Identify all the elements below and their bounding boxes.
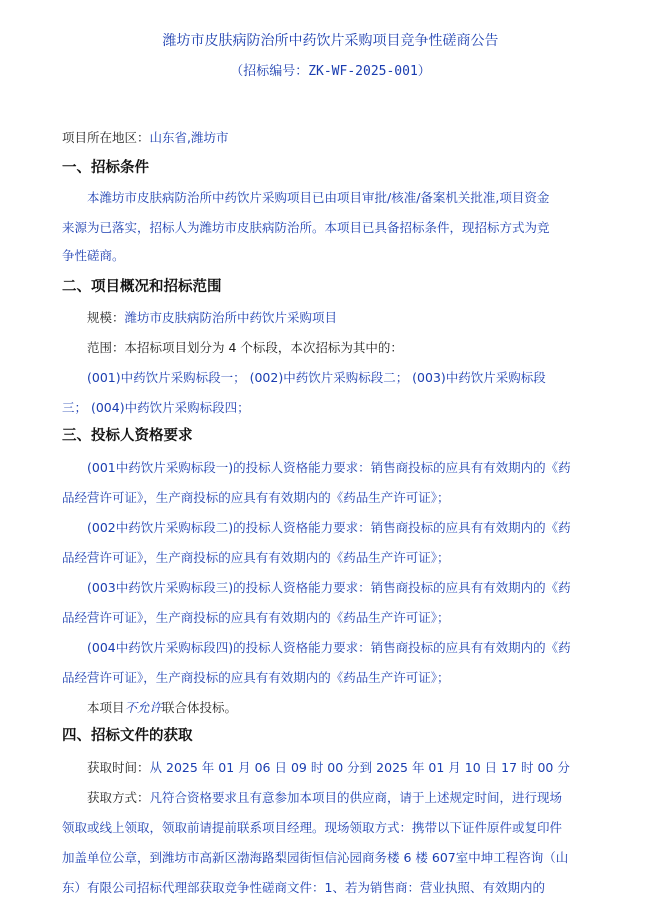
qualification-line: 品经营许可证》，生产商投标的应具有有效期内的《药品生产许可证》； [62,490,450,505]
location-value: 山东省,潍坊市 [149,130,229,145]
project-location [62,130,599,146]
qualification-line: 品经营许可证》，生产商投标的应具有有效期内的《药品生产许可证》； [62,550,450,565]
way-text: 凡符合资格要求且有意参加本项目的供应商，请于上述规定时间，进行现场 [149,790,563,805]
section-1-heading: 一、招标条件 [62,160,149,176]
qualification-line: (003中药饮片采购标段三)的投标人资格能力要求：销售商投标的应具有有效期内的《药 [87,580,571,595]
section-2-heading: 二、项目概况和招标范围 [62,279,222,295]
consortium-post: 联合体投标。 [162,700,238,715]
lots-line: 三； (004)中药饮片采购标段四； [62,400,250,415]
consortium-line [62,700,599,716]
time-label: 获取时间： [87,760,150,775]
consortium-not-allowed: 不允许 [124,700,163,715]
scale-line [62,310,599,326]
qualification-line: (002中药饮片采购标段二)的投标人资格能力要求：销售商投标的应具有有效期内的《药 [87,520,571,535]
s1-paragraph-line: 争性磋商。 [62,248,125,263]
range-line: 范围：本招标项目划分为 4 个标段，本次招标为其中的： [87,340,403,355]
way-line: 领取或线上领取，领取前请提前联系项目经理。现场领取方式：携带以下证件原件或复印件 [62,820,563,835]
lots-line: (001)中药饮片采购标段一； (002)中药饮片采购标段二； (003)中药饮片采购标段 [87,370,546,385]
way-line [62,790,599,806]
way-label: 获取方式： [87,790,150,805]
qualification-line: 品经营许可证》，生产商投标的应具有有效期内的《药品生产许可证》； [62,670,450,685]
consortium-pre: 本项目 [87,700,125,715]
section-4-heading: 四、招标文件的获取 [62,728,193,744]
s1-paragraph-line: 来源为已落实，招标人为潍坊市皮肤病防治所。本项目已具备招标条件，现招标方式为竞 [62,220,550,235]
qualification-line: (004中药饮片采购标段四)的投标人资格能力要求：销售商投标的应具有有效期内的《药 [87,640,571,655]
qualification-line: 品经营许可证》，生产商投标的应具有有效期内的《药品生产许可证》； [62,610,450,625]
way-line: 加盖单位公章，到潍坊市高新区渤海路梨园街恒信沁园商务楼 6 楼 607室中坤工程咨询（山 [62,850,569,865]
way-line: 东）有限公司招标代理部获取竞争性磋商文件：1、若为销售商：营业执照、有效期内的 [62,880,545,895]
s1-paragraph-line: 本潍坊市皮肤病防治所中药饮片采购项目已由项目审批/核准/备案机关批准,项目资金 [87,190,550,205]
section-3-heading: 三、投标人资格要求 [62,428,193,444]
page-title: 潍坊市皮肤病防治所中药饮片采购项目竞争性磋商公告 [162,33,499,49]
tender-code: （招标编号：ZK-WF-2025-001） [230,64,431,79]
time-line [62,760,599,776]
location-label: 项目所在地区： [62,130,150,145]
scale-label: 规模： [87,310,125,325]
time-value: 从 2025 年 01 月 06 日 09 时 00 分到 2025 年 01 月 10 日 17 时 00 分 [149,760,570,775]
scale-value: 潍坊市皮肤病防治所中药饮片采购项目 [124,310,338,325]
qualification-line: (001中药饮片采购标段一)的投标人资格能力要求：销售商投标的应具有有效期内的《药 [87,460,571,475]
